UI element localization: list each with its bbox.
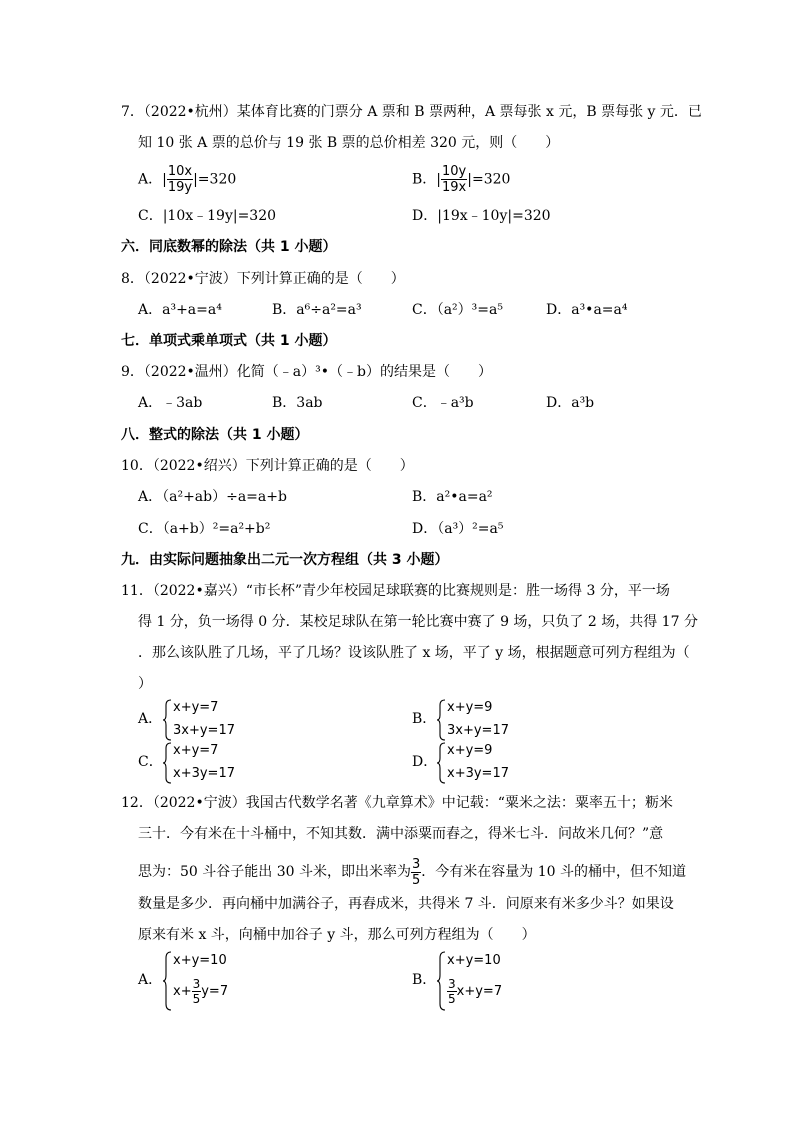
brace-icon [162, 742, 172, 784]
equation: x+y=7 [173, 743, 219, 758]
q12-stem-line3 [138, 855, 686, 889]
option-rest: |=320 [193, 171, 237, 188]
q7-stem-line1: 7．（2022•杭州）某体育比赛的门票分 A 票和 B 票两种，A 票每张 x 元，B 票每张 y 元．已 [121, 104, 702, 120]
q12-option-a-label: A． [138, 972, 163, 988]
equation: x+y=10 [447, 953, 501, 968]
q11-stem-line3: ．那么该队胜了几场，平了几场？设该队胜了 x 场，平了 y 场，根据题意可列方程组为（ [138, 645, 690, 661]
equation: x+y=9 [447, 743, 493, 758]
text-segment: y=7 [201, 984, 229, 999]
q7-a-fraction [167, 164, 193, 195]
q11-option-d-label: D． [412, 754, 438, 770]
text-segment: 思为：50 斗谷子能出 30 斗米，即出米率为 [138, 864, 411, 880]
q7-option-a: A．| $\frac{10x}{19y}$ |=320 [138, 164, 237, 195]
q11-option-a-label: A． [138, 711, 163, 727]
q7-b-fraction [441, 164, 467, 195]
q7-option-b: B．| $\frac{10y}{19x}$ |=320 [412, 164, 511, 195]
equation: 3x+y=17 [173, 723, 235, 738]
q10-option-b: B．a²•a=a² [412, 489, 493, 505]
q8-stem: 8．（2022•宁波）下列计算正确的是（ ） [121, 271, 405, 287]
q10-option-c: C．（a+b）²=a²+b² [138, 521, 271, 537]
equation [173, 975, 228, 1009]
q10-stem: 10．（2022•绍兴）下列计算正确的是（ ） [121, 458, 414, 474]
q10-option-d: D．（a³）²=a⁵ [412, 521, 504, 537]
denominator: 5 [192, 992, 201, 1006]
equation: 3x+y=17 [447, 723, 509, 738]
q12-fraction [411, 857, 421, 888]
brace-icon [162, 699, 172, 741]
q11-option-d-system [436, 742, 556, 784]
q9-option-d: D．a³b [546, 395, 595, 411]
q9-stem: 9．（2022•温州）化简（﹣a）³•（﹣b）的结果是（ ） [121, 364, 492, 380]
numerator: 3 [192, 977, 201, 991]
q12-stem-line4: 数量是多少．再向桶中加满谷子，再舂成米，共得米 7 斗．问原来有米多少斗？如果设 [138, 896, 674, 912]
option-label: B． [412, 171, 437, 188]
equation: x+y=10 [173, 953, 227, 968]
denominator: 19y [167, 180, 193, 195]
q7-option-d: D．|19x﹣10y|=320 [412, 208, 551, 224]
q11-option-b-label: B． [412, 711, 437, 727]
numerator: 3 [448, 977, 456, 991]
q11-option-b-system [436, 699, 556, 741]
q12-stem-line1: 12．（2022•宁波）我国古代数学名著《九章算术》中记载：“粟米之法：粟率五十；粝米 [121, 795, 673, 811]
section-heading-8: 八．整式的除法（共 1 小题） [121, 427, 309, 443]
q11-option-a-system [162, 699, 282, 741]
brace-icon [436, 951, 446, 1011]
q11-option-c-system [162, 742, 282, 784]
numerator: 10x [167, 164, 193, 179]
denominator: 5 [411, 872, 421, 888]
text-segment: x+ [173, 984, 192, 999]
q8-option-d: D．a³•a=a⁴ [546, 302, 628, 318]
equation: x+3y=17 [447, 766, 509, 781]
equation: x+y=9 [447, 700, 493, 715]
fraction [447, 977, 457, 1006]
q11-stem-line2: 得 1 分，负一场得 0 分．某校足球队在第一轮比赛中赛了 9 场，只负了 2 场，共得 17 分 [138, 614, 698, 630]
q12-option-a-system [162, 951, 282, 1011]
q12-stem-line5: 原来有米 x 斗，向桶中加谷子 y 斗，那么可列方程组为（ ） [138, 927, 536, 943]
section-heading-7: 七．单项式乘单项式（共 1 小题） [121, 333, 337, 349]
section-heading-6: 六．同底数幂的除法（共 1 小题） [121, 239, 337, 255]
brace-icon [436, 699, 446, 741]
option-rest: |=320 [467, 171, 511, 188]
q12-stem-line2: 三十．今有米在十斗桶中，不知其数．满中添粟而舂之，得米七斗．问故米几何？”意 [138, 826, 664, 842]
q7-stem-line2: 知 10 张 A 票的总价与 19 张 B 票的总价相差 320 元，则（ ） [138, 135, 560, 151]
q9-option-a: A．﹣3ab [138, 395, 203, 411]
equation: x+y=7 [173, 700, 219, 715]
q8-option-c: C．（a²）³=a⁵ [412, 302, 503, 318]
equation: x+3y=17 [173, 766, 235, 781]
numerator: 10y [442, 164, 467, 179]
q9-option-c: C．﹣a³b [412, 395, 474, 411]
q8-option-b: B．a⁶÷a²=a³ [272, 302, 362, 318]
q12-option-b-system [436, 951, 556, 1011]
q7-option-c: C．|10x﹣19y|=320 [138, 208, 277, 224]
numerator: 3 [411, 856, 421, 872]
equation [447, 975, 502, 1009]
q11-stem-line4: ） [138, 676, 152, 692]
q11-option-c-label: C． [138, 754, 163, 770]
text-segment: x+y=7 [456, 984, 503, 999]
brace-icon [436, 742, 446, 784]
q9-option-b: B．3ab [272, 395, 323, 411]
section-heading-9: 九．由实际问题抽象出二元一次方程组（共 3 小题） [121, 552, 449, 568]
text-segment: ．今有米在容量为 10 斗的桶中，但不知道 [421, 864, 686, 880]
fraction [192, 977, 202, 1006]
q12-option-b-label: B． [412, 972, 437, 988]
option-label: A． [138, 171, 163, 188]
q8-option-a: A．a³+a=a⁴ [138, 302, 222, 318]
denominator: 5 [448, 992, 456, 1006]
brace-icon [162, 951, 172, 1011]
denominator: 19x [442, 180, 467, 195]
q11-stem-line1: 11．（2022•嘉兴）“市长杯”青少年校园足球联赛的比赛规则是：胜一场得 3 分，平一场 [121, 583, 670, 599]
q10-option-a: A．（a²+ab）÷a=a+b [138, 489, 287, 505]
